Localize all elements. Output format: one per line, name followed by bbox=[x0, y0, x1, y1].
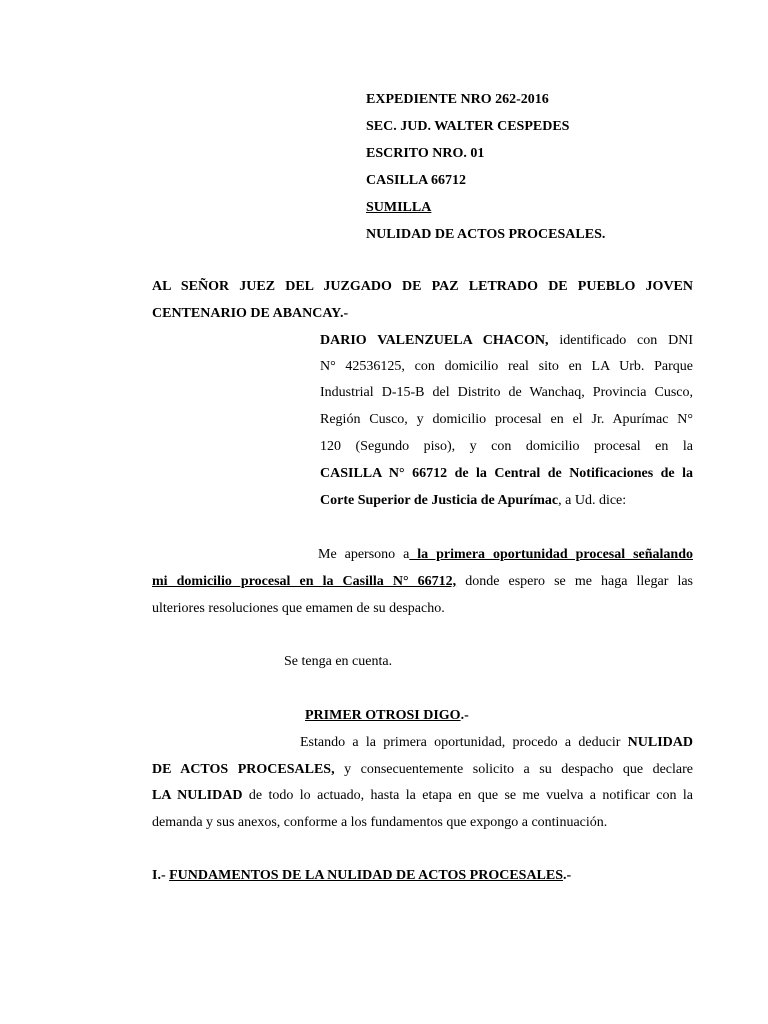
addressee-line-2: CENTENARIO DE ABANCAY.- bbox=[152, 306, 349, 321]
intro-line-5: 120 (Segundo piso), y con domicilio procesal en la bbox=[320, 439, 693, 454]
intro-line-2: N° 42536125, con domicilio real sito en LA Urb. Parque bbox=[320, 359, 693, 374]
escrito-number: ESCRITO NRO. 01 bbox=[366, 146, 485, 161]
intro-line-1: DARIO VALENZUELA CHACON, identificado con DNI bbox=[320, 333, 693, 348]
casilla-number: CASILLA 66712 bbox=[366, 173, 466, 188]
apersono-line-2: mi domicilio procesal en la Casilla N° 66712, donde espero se me haga llegar las bbox=[152, 574, 693, 589]
expediente-number: EXPEDIENTE NRO 262-2016 bbox=[366, 92, 549, 107]
otrosi-line-4: demanda y sus anexos, conforme a los fundamentos que expongo a continuación. bbox=[152, 815, 608, 830]
otrosi-line-2: DE ACTOS PROCESALES, y consecuentemente solicito a su despacho que declare bbox=[152, 762, 693, 777]
apersono-line-3: ulteriores resoluciones que emamen de su despacho. bbox=[152, 601, 445, 616]
intro-line-4: Región Cusco, y domicilio procesal en el Jr. Apurímac N° bbox=[320, 412, 693, 427]
sumilla-label: SUMILLA bbox=[366, 200, 432, 215]
secretario: SEC. JUD. WALTER CESPEDES bbox=[366, 119, 570, 134]
addressee-line-1: AL SEÑOR JUEZ DEL JUZGADO DE PAZ LETRADO DE PUEBLO JOVEN bbox=[152, 279, 693, 294]
tenga-en-cuenta: Se tenga en cuenta. bbox=[284, 654, 393, 669]
intro-line-6: CASILLA N° 66712 de la Central de Notificaciones de la bbox=[320, 466, 693, 481]
otrosi-line-1: Estando a la primera oportunidad, procedo a deducir NULIDAD bbox=[300, 735, 693, 750]
sumilla-text: NULIDAD DE ACTOS PROCESALES. bbox=[366, 227, 606, 242]
intro-line-7: Corte Superior de Justicia de Apurímac, a Ud. dice: bbox=[320, 493, 627, 508]
otrosi-line-3: LA NULIDAD de todo lo actuado, hasta la etapa en que se me vuelva a notificar con la bbox=[152, 788, 694, 803]
otrosi-heading: PRIMER OTROSI DIGO.- bbox=[305, 708, 469, 723]
petitioner-name: DARIO VALENZUELA CHACON, bbox=[320, 333, 549, 348]
intro-line-3: Industrial D-15-B del Distrito de Wanchaq, Provincia Cusco, bbox=[320, 385, 693, 400]
section-1-heading: I.- FUNDAMENTOS DE LA NULIDAD DE ACTOS PROCESALES.- bbox=[152, 868, 572, 883]
apersono-line-1: Me apersono a la primera oportunidad procesal señalando bbox=[318, 547, 693, 562]
